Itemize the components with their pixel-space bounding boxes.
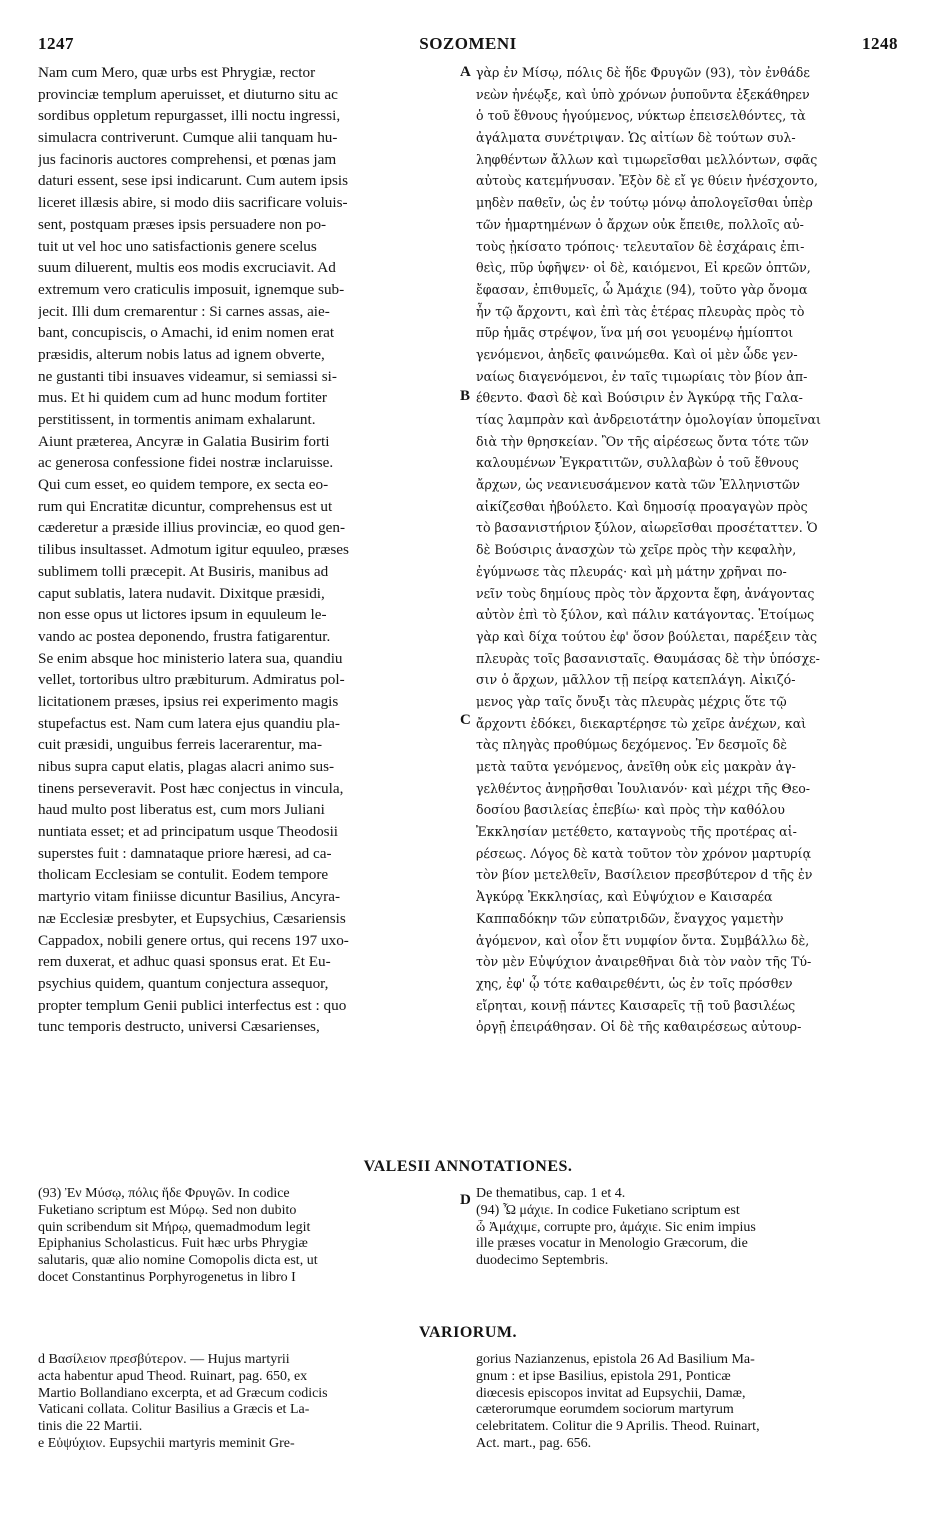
latin-text-line: Se enim absque hoc ministerio latera sua, quandiu <box>38 649 343 667</box>
variorum-note-line: Martio Bollandiano excerpta, et ad Græcum codicis <box>38 1385 328 1401</box>
valesii-note-line: salutaris, quæ alio nomine Comopolis dicta est, ut <box>38 1253 318 1269</box>
greek-text-line: τὸν μὲν Εὐψύχιον ἀναιρεθῆναι διὰ τὸν ναὸν τῆς Τύ- <box>476 954 812 970</box>
greek-text-line: αἰκίζεσθαι ἠβούλετο. Καὶ δημοσίᾳ προαγαγὼν πρὸς <box>476 498 808 514</box>
latin-text-line: daturi essent, sese ipsi indicarunt. Cum autem ipsis <box>38 172 349 190</box>
right-page-number: 1248 <box>862 34 898 53</box>
greek-text-line: ληφθέντων ἄλλων καὶ τιμωρεῖσθαι μελλόντων, σφᾶς <box>476 151 818 167</box>
latin-text-line: mus. Et hi quidem cum ad hunc modum fortiter <box>38 389 327 407</box>
variorum-note-line: Vaticani collata. Colitur Basilius a Græcis et La- <box>38 1402 310 1418</box>
latin-text-line: rum qui Encratitæ dicuntur, comprehensus est ut <box>38 497 333 515</box>
latin-text-line: jecit. Illi dum cremarentur : Si carnes assas, aie- <box>38 302 330 320</box>
valesii-note-line: Fuketiano scriptum est Μύρῳ. Sed non dubito <box>38 1202 297 1218</box>
latin-text-line: Qui cum esset, eo quidem tempore, ex secta eo- <box>38 476 329 494</box>
greek-text-line: τὰς πληγὰς προθύμως δεχόμενος. Ἐν δεσμοῖς δὲ <box>476 737 787 753</box>
valesii-note-line: ille præses vocatur in Menologio Græcorum, die <box>476 1236 748 1252</box>
variorum-heading: VARIORUM. <box>419 1324 517 1341</box>
greek-text-line: αὐτὸν ἐπὶ τὸ ξύλον, καὶ πάλιν κατάγοντας. Ἑτοίμως <box>476 607 815 623</box>
latin-text-column <box>38 62 458 1142</box>
valesii-note-line: (93) Ἐν Μύσῳ, πόλις ἥδε Φρυγῶν. In codice <box>38 1186 290 1201</box>
greek-text-line: τίας λαμπρὰν καὶ ἀνδρειοτάτην ὁμολογίαν ὑπομεῖναι <box>476 412 821 427</box>
greek-text-line: ἄρχοντι ἐδόκει, διεκαρτέρησε τὼ χεῖρε ἀνέχων, καὶ <box>476 715 807 731</box>
latin-text-line: licitationem præses, ipsius rei experimento magis <box>38 692 339 710</box>
latin-text-line: suum diluerent, multis eos modis excruciavit. Ad <box>38 259 336 277</box>
variorum-note-line: celebritatem. Colitur die 9 Aprilis. Theod. Ruinart, <box>476 1419 760 1435</box>
latin-text-line: næ Ecclesiæ presbyter, et Eupsychius, Cæsariensis <box>38 909 346 927</box>
greek-text-line: τὸν βίον μετελθεῖν, Βασίλειον πρεσβύτερον d τῆς ἐν <box>476 867 813 883</box>
greek-text-line: δὲ Βούσιρις ἀνασχὼν τὼ χεῖρε πρὸς τὴν κεφαλὴν, <box>476 542 797 558</box>
latin-text-line: tilibus insultasset. Admotum igitur equuleo, præses <box>38 541 349 559</box>
valesii-heading: VALESII ANNOTATIONES. <box>363 1158 573 1175</box>
latin-text-line: cæderetur a præside illius provinciæ, eo quod gen- <box>38 519 346 537</box>
latin-text-line: Aiunt præterea, Ancyræ in Galatia Busirim forti <box>38 432 330 450</box>
greek-text-line: νεὼν ἠνέῳξε, καὶ ὑπὸ χρόνων ῥυποῦντα ἐξεκάθηρεν <box>476 86 810 102</box>
latin-text-line: sublimem tolli præcepit. At Busiris, manibus ad <box>38 562 329 580</box>
latin-text-line: liceret illæsis abire, si modo diis sacrificare voluis- <box>38 194 348 212</box>
greek-text-line: ἀγόμενον, καὶ οἷον ἔτι νυμφίον ὄντα. Συμβάλλω δὲ, <box>476 932 810 948</box>
latin-text-line: tunc temporis destructo, universi Cæsarienses, <box>38 1018 320 1036</box>
greek-text-line: Ἐκκλησίαν μετέθετο, καταγνοὺς τῆς προτέρας αἱ- <box>476 824 797 840</box>
latin-text-line: martyrio vitam finiisse dicuntur Basilius, Ancyra- <box>38 888 341 906</box>
variorum-note-line: gnum : et ipse Basilius, epistola 291, Ponticæ <box>476 1368 731 1384</box>
margin-letter-d: D <box>460 1192 471 1208</box>
valesii-note-line: ὦ Ἀμάχιμε, corrupte pro, ἀμάχιε. Sic enim impius <box>476 1219 756 1235</box>
greek-text-line: μενος γὰρ ταῖς ὄνυξι τὰς πλευρὰς μέχρις ὅτε τῷ <box>476 693 787 709</box>
latin-text-line: sent, postquam præses ipsis persuadere non po- <box>38 215 327 233</box>
greek-text-line: χης, ἐφ' ᾧ τότε καθαιρεθέντι, ὡς ἐν τοῖς πρόσθεν <box>476 975 793 991</box>
latin-text-line: stupefactus est. Nam cum latera ejus quandiu pla- <box>38 714 340 732</box>
latin-text-line: ac generosa confessione fidei nostræ inclaruisse. <box>38 454 334 472</box>
valesii-notes-left <box>38 1186 458 1287</box>
latin-text-line: vando ac postea deponendo, frustra fatigarentur. <box>38 627 331 645</box>
latin-text-line: provinciæ templum aperuisset, et diuturno situ ac <box>38 85 338 103</box>
valesii-note-line: quin scribendum sit Μήρῳ, quemadmodum legit <box>38 1219 311 1235</box>
greek-text-line: Καππαδόκην τῶν εὐπατριδῶν, ἔναγχος γαμετὴν <box>476 910 784 926</box>
greek-text-line: νεῖν τοὺς δημίους πρὸς τὸν ἄρχοντα ἔφη, ἀνάγοντας <box>476 585 815 601</box>
variorum-notes-right <box>476 1352 906 1453</box>
latin-text-line: tinens perseveravit. Post hæc conjectus in vincula, <box>38 779 344 797</box>
greek-text-line: μηδὲν παθεῖν, ὡς ἐν τούτῳ μόνῳ ἀπολογεῖσθαι ὑπὲρ <box>476 195 813 211</box>
running-title: SOZOMENI <box>419 34 517 53</box>
greek-text-line: ἀγάλματα συνέτριψαν. Ὡς αἰτίων δὲ τούτων συλ- <box>476 130 796 146</box>
greek-text-line: μετὰ ταῦτα γενόμενος, ἀνεῖθη οὐκ εἰς μακρὰν ἀγ- <box>476 759 796 774</box>
latin-text-line: Cappadox, nobili genere ortus, qui recens 197 uxo- <box>38 931 349 949</box>
greek-text-line: εἴρηται, κοινῇ πάντες Καισαρεῖς τῇ τοῦ βασιλέως <box>476 997 796 1013</box>
greek-text-line: γὰρ ἐν Μίσῳ, πόλις δὲ ἥδε Φρυγῶν (93), τὸν ἐνθάδε <box>476 65 810 80</box>
greek-text-line: γενόμενοι, ἀηδεῖς φαινώμεθα. Καὶ οἱ μὲν ὧδε γεν- <box>476 346 798 362</box>
greek-text-line: αὐτοὺς κατεμήνυσαν. Ἐξὸν δὲ εἴ γε θύειν ἠνέσχοντο, <box>476 173 818 189</box>
greek-text-line: ἦν τῷ ἄρχοντι, καὶ ἐπὶ τὰς ἑτέρας πλευρὰς πρὸς τὸ <box>476 303 805 319</box>
margin-letter-a: A <box>460 64 471 80</box>
variorum-note-line: d Βασίλειον πρεσβύτερον. — Hujus martyrii <box>38 1352 290 1367</box>
latin-text-line: superstes fuit : damnataque priore hæresi, ad ca- <box>38 844 332 862</box>
greek-text-line: διὰ τὴν θρησκείαν. Ὃν τῆς αἱρέσεως ὄντα τότε τῶν <box>476 433 809 449</box>
greek-text-line: ὀργῇ ἐπειράθησαν. Οἱ δὲ τῆς καθαιρέσεως αὐτουρ- <box>476 1019 802 1035</box>
variorum-note-line: cæterorumque eorumdem sociorum martyrum <box>476 1402 734 1418</box>
latin-text-line: extremum vero craticulis imposuit, ignemque sub- <box>38 280 345 298</box>
latin-text-line: jus facinoris auctores comprehensi, et pœnas jam <box>38 150 337 168</box>
valesii-note-line: (94) Ὦ μάχιε. In codice Fuketiano scriptum est <box>476 1202 740 1218</box>
greek-text-line: γελθέντος ἀνῃρῆσθαι Ἰουλιανόν· καὶ μέχρι τῆς Θεο- <box>476 780 811 796</box>
greek-text-line: δοσίου βασιλείας ἐπεβίω· καὶ πρὸς τὴν καθόλου <box>476 802 785 818</box>
variorum-note-line: gorius Nazianzenus, epistola 26 Ad Basilium Ma- <box>476 1352 755 1367</box>
latin-text-line: tholicam Ecclesiam se contulit. Eodem tempore <box>38 866 329 884</box>
valesii-notes-right <box>476 1186 906 1270</box>
valesii-note-line: duodecimo Septembris. <box>476 1253 609 1269</box>
valesii-note-line: docet Constantinus Porphyrogenetus in libro I <box>38 1269 296 1285</box>
variorum-note-line: e Εὐψύχιον. Eupsychii martyris meminit Gre- <box>38 1435 295 1451</box>
latin-text-line: sordibus oppletum repurgasset, illi noctu ingressi, <box>38 107 341 125</box>
greek-text-line: ἔφασαν, ἐπιθυμεῖς, ὦ Ἀμάχιε (94), τοῦτο γὰρ ὄνομα <box>476 281 808 297</box>
greek-text-line: σιν ὁ ἄρχων, μᾶλλον τῇ πείρᾳ κατεπλάγη. Αἰκιζό- <box>476 672 796 688</box>
latin-text-line: vellet, tortoribus ultro præbiturum. Admiratus pol- <box>38 671 345 689</box>
greek-text-line: ἄρχων, ὡς νεανιευσάμενον κατὰ τῶν Ἑλληνιστῶν <box>476 477 800 493</box>
greek-text-line: τὸ βασανιστήριον ξύλον, αἰωρεῖσθαι προσέταττεν. Ὁ <box>476 520 818 536</box>
latin-text-line: simulacra contriverunt. Cumque alii tanquam hu- <box>38 129 338 147</box>
margin-letter-c: C <box>460 712 471 728</box>
latin-text-line: nuntiata esset; et ad principatum usque Theodosii <box>38 823 339 841</box>
variorum-note-line: diœcesis episcopos invitat ad Eupsychii, Damæ, <box>476 1385 746 1401</box>
greek-text-line: τῶν ἡμαρτημένων ὁ ἄρχων οὐκ ἔπειθε, πολλοῖς αὐ- <box>476 216 804 232</box>
variorum-note-line: acta habentur apud Theod. Ruinart, pag. 650, ex <box>38 1368 308 1384</box>
greek-text-line: πῦρ ἡμᾶς στρέψον, ἵνα μή σοι γευομένῳ ἡμίοπτοι <box>476 325 794 341</box>
latin-text-line: præsidis, alterum nobis latus ad ignem obverte, <box>38 345 325 363</box>
greek-text-line: πλευρὰς τοῖς βασανισταῖς. Θαυμάσας δὲ τὴν ὑπόσχε- <box>476 650 820 666</box>
latin-text-line: nibus supra caput elatis, plagas alacri animo sus- <box>38 758 335 775</box>
latin-text-line: haud multo post liberatus est, cum mors Juliani <box>38 801 325 819</box>
greek-text-line: ὁ τοῦ ἔθνους ἡγούμενος, νύκτωρ ἐπεισελθόντες, τὰ <box>476 108 806 124</box>
latin-text-line: Nam cum Mero, quæ urbs est Phrygiæ, rector <box>38 64 316 81</box>
latin-text-line: bant, concupiscis, o Amachi, id enim nomen erat <box>38 324 335 342</box>
greek-text-line: ναίως διαγενόμενοι, ἐν ταῖς τιμωρίαις τὸν βίον ἀπ- <box>476 368 808 384</box>
latin-text-line: rem duxerat, et adhuc quasi sponsus erat. Et Eu- <box>38 953 331 971</box>
latin-text-line: ne gustanti tibi insuaves videamur, si semiassi si- <box>38 367 337 385</box>
latin-text-line: perstitissent, in tormentis animam exhalarunt. <box>38 411 316 428</box>
greek-text-line: καλουμένων Ἐγκρατιτῶν, συλλαβὼν ὁ τοῦ ἔθνους <box>476 455 799 471</box>
greek-text-line: ἐγύμνωσε τὰς πλευράς· καὶ μὴ μάτην χρῆναι πο- <box>476 563 787 579</box>
left-page-number: 1247 <box>38 34 74 53</box>
latin-text-line: cuit præsidi, unguibus ferreis lacerarentur, ma- <box>38 736 323 754</box>
valesii-note-line: De thematibus, cap. 1 et 4. <box>476 1186 626 1201</box>
variorum-note-line: tinis die 22 Martii. <box>38 1419 143 1435</box>
greek-text-column <box>476 62 906 1142</box>
greek-text-line: ρέσεως. Λόγος δὲ κατὰ τοῦτον τὸν χρόνον μαρτυρίᾳ <box>476 845 812 861</box>
valesii-note-line: Epiphanius Scholasticus. Fuit hæc urbs Phrygiæ <box>38 1236 308 1252</box>
variorum-notes-left <box>38 1352 468 1453</box>
latin-text-line: caput sublatis, latera nudavit. Dixitque præsidi, <box>38 584 325 602</box>
margin-letter-b: B <box>460 388 471 404</box>
greek-text-line: θεὶς, πῦρ ὑφῆψεν· οἱ δὲ, καιόμενοι, Εἰ κρεῶν ὀπτῶν, <box>476 260 811 276</box>
latin-text-line: tuit ut vel hoc uno satisfactionis genere scelus <box>38 237 317 255</box>
latin-text-line: propter templum Genii publici interfectus est : quo <box>38 996 347 1014</box>
greek-text-line: έθεντο. Φασὶ δὲ καὶ Βούσιριν ἐν Ἀγκύρᾳ τῆς Γαλα- <box>476 390 803 406</box>
latin-text-line: psychius quidem, quantum conjectura assequor, <box>38 974 329 992</box>
greek-text-line: Ἀγκύρᾳ Ἐκκλησίας, καὶ Εὐψύχιον e Καισαρέα <box>476 889 773 905</box>
variorum-note-line: Act. mart., pag. 656. <box>476 1435 592 1451</box>
latin-text-line: non esse opus ut lictores ipsum in equuleum le- <box>38 606 327 624</box>
greek-text-line: τοὺς ᾐκίσατο τρόποις· τελευταῖον δὲ ἐσχάραις ἐπι- <box>476 238 805 254</box>
greek-text-line: γὰρ καὶ δίχα τούτου ἐφ' ὅσον βούλεται, παρέξειν τὰς <box>476 628 818 644</box>
running-header <box>38 34 898 58</box>
